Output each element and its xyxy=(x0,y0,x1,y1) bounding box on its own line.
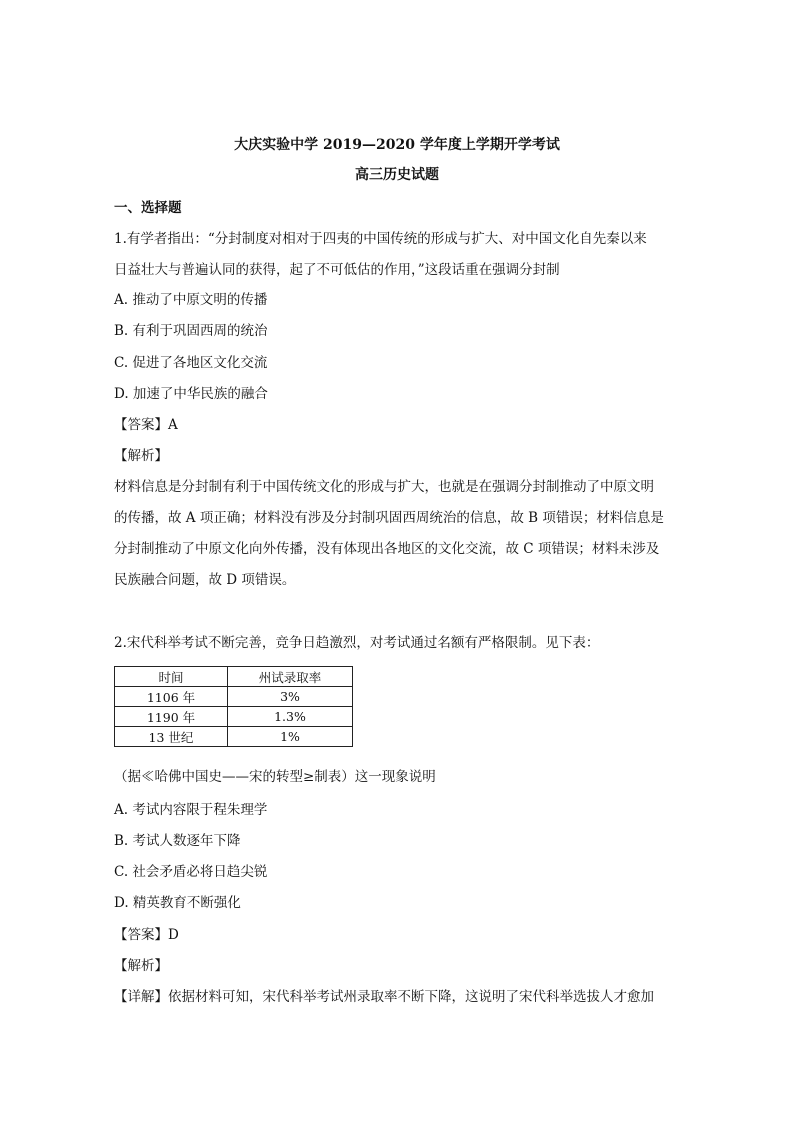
table-cell-rate: 3% xyxy=(228,687,353,707)
admission-rate-table xyxy=(114,666,353,747)
table-row xyxy=(115,687,353,707)
q1-analysis-label: 【解析】 xyxy=(114,448,168,464)
table-cell-time: 1106 年 xyxy=(115,687,228,707)
q1-option-d: D. 加速了中华民族的融合 xyxy=(114,386,268,402)
q1-analysis-line-2: 的传播，故 A 项正确；材料没有涉及分封制巩固西周统治的信息，故 B 项错误；材料信息是 xyxy=(114,510,664,526)
q1-stem-line-2: 日益壮大与普遍认同的获得，起了不可低估的作用，”这段话重在强调分封制 xyxy=(114,262,560,278)
q1-option-c: C. 促进了各地区文化交流 xyxy=(114,355,268,371)
q1-answer: 【答案】A xyxy=(114,417,178,433)
q2-option-a: A. 考试内容限于程朱理学 xyxy=(114,802,268,818)
q1-option-a: A. 推动了中原文明的传播 xyxy=(114,292,268,308)
table-row xyxy=(115,727,353,747)
table-header-time: 时间 xyxy=(115,667,228,687)
table-header-rate: 州试录取率 xyxy=(228,667,353,687)
q2-option-c: C. 社会矛盾必将日趋尖锐 xyxy=(114,864,268,880)
table-cell-time: 13 世纪 xyxy=(115,727,228,747)
table-cell-rate: 1.3% xyxy=(228,707,353,727)
table-cell-time: 1190 年 xyxy=(115,707,228,727)
q1-analysis-line-3: 分封制推动了中原文化向外传播，没有体现出各地区的文化交流，故 C 项错误；材料未涉及 xyxy=(114,541,660,557)
q2-answer: 【答案】D xyxy=(114,927,179,943)
table-header-row xyxy=(115,667,353,687)
q1-option-b: B. 有利于巩固西周的统治 xyxy=(114,323,268,339)
table-cell-rate: 1% xyxy=(228,727,353,747)
q1-stem-line-1: 1.有学者指出：“分封制度对相对于四夷的中国传统的形成与扩大、对中国文化自先秦以来 xyxy=(114,231,647,247)
table-row xyxy=(115,707,353,727)
q1-analysis-line-1: 材料信息是分封制有利于中国传统文化的形成与扩大，也就是在强调分封制推动了中原文明 xyxy=(114,479,654,495)
q2-option-d: D. 精英教育不断强化 xyxy=(114,895,241,911)
q2-option-b: B. 考试人数逐年下降 xyxy=(114,833,241,849)
q2-detail-line: 【详解】依据材料可知，宋代科举考试州录取率不断下降，这说明了宋代科举选拔人才愈加 xyxy=(114,989,654,1005)
section-heading: 一、选择题 xyxy=(114,200,182,216)
exam-subtitle: 高三历史试题 xyxy=(355,167,439,183)
q2-stem: 2.宋代科举考试不断完善，竞争日趋激烈，对考试通过名额有严格限制。见下表： xyxy=(114,635,600,651)
exam-title: 大庆实验中学 2019—2020 学年度上学期开学考试 xyxy=(234,137,560,153)
q2-table-source: （据≪哈佛中国史——宋的转型≥制表）这一现象说明 xyxy=(114,769,436,785)
q2-analysis-label: 【解析】 xyxy=(114,958,168,974)
q1-analysis-line-4: 民族融合问题，故 D 项错误。 xyxy=(114,572,296,588)
